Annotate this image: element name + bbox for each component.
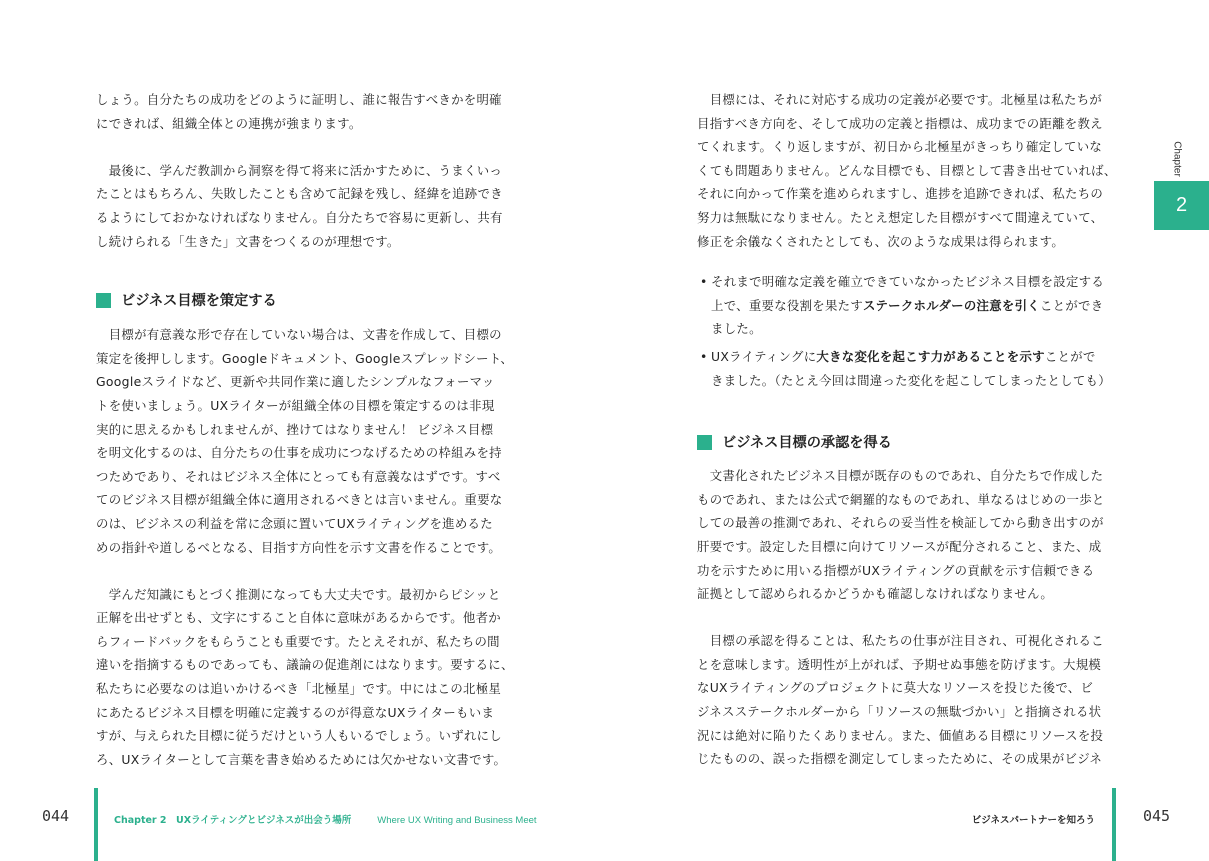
text-line: Googleスライドなど、更新や共同作業に適したシンプルなフォーマッ bbox=[96, 374, 495, 390]
text-line: 目標の承認を得ることは、私たちの仕事が注目され、可視化されるこ bbox=[697, 633, 1104, 649]
paragraph bbox=[96, 159, 524, 253]
text-line: のは、ビジネスの利益を常に念頭に置いてUXライティングを進めるた bbox=[96, 515, 493, 531]
text-line: 努力は無駄になりません。たとえ想定した目標がすべて間違えていて、 bbox=[697, 209, 1104, 225]
text-line: にできれば、組織全体との連携が強まります。 bbox=[96, 115, 362, 131]
chapter-tab-text: Chapter bbox=[1171, 141, 1183, 177]
text-line: トを使いましょう。UXライターが組織全体の目標を策定するのは非現 bbox=[96, 397, 495, 413]
section-heading bbox=[96, 288, 524, 312]
text-line: にあたるビジネス目標を明確に定義するのが得意なUXライターもいま bbox=[96, 704, 495, 720]
text-line: 況には絶対に陥りたくありません。また、価値ある目標にリソースを投 bbox=[697, 727, 1104, 743]
text-line: を明文化するのは、自分たちの仕事を成功につなげるための枠組みを持 bbox=[96, 445, 502, 461]
text-line: すが、与えられた目標に従うだけという人もいるでしょう。いずれにし bbox=[96, 728, 502, 744]
section-heading-text: ビジネス目標の承認を得る bbox=[722, 435, 892, 452]
paragraph bbox=[697, 464, 1122, 606]
text-line: てくれます。くり返しますが、初日から北極星がきっちり確定していな bbox=[697, 139, 1103, 155]
bullet-list bbox=[697, 270, 1122, 392]
footer-divider bbox=[1112, 788, 1116, 861]
bullet-text: きました。（たとえ今回は間違った変化を起こしてしまったとしても） bbox=[711, 372, 1111, 388]
text-line: しての最善の推測であれ、それらの妥当性を検証してから動き出すのが bbox=[697, 515, 1104, 531]
text-line: とを意味します。透明性が上がれば、予期せぬ事態を防げます。大規模 bbox=[697, 656, 1102, 672]
section-heading-text: ビジネス目標を策定する bbox=[121, 293, 277, 310]
bullet-text: ました。 bbox=[711, 321, 762, 337]
text-line: 実的に思えるかもしれませんが、挫けてはなりません！ ビジネス目標 bbox=[96, 421, 494, 437]
text-line: つためであり、それはビジネス全体にとっても有意義なはずです。すべ bbox=[96, 468, 501, 484]
text-line: めの指針や道しるべとなる、目指す方向性を示す文書を作ることです。 bbox=[96, 539, 502, 555]
text-line: ろ、UXライターとして言葉を書き始めるためには欠かせない文書です。 bbox=[96, 751, 507, 767]
chapter-tab-label bbox=[1164, 140, 1190, 178]
text-line: 文書化されたビジネス目標が既存のものであれ、自分たちで作成した bbox=[697, 468, 1104, 484]
text-line: じたものの、誤った指標を測定してしまったために、その成果がビジネ bbox=[697, 751, 1103, 767]
paragraph bbox=[697, 88, 1122, 253]
list-item bbox=[697, 270, 1122, 341]
text-line: 最後に、学んだ教訓から洞察を得て将来に活かすために、うまくいっ bbox=[96, 162, 503, 178]
text-line: たことはもちろん、失敗したことも含めて記録を残し、経緯を追跡でき bbox=[96, 186, 503, 202]
footer-divider bbox=[94, 788, 98, 861]
page-number-left: 044 bbox=[42, 807, 70, 825]
paragraph bbox=[96, 88, 524, 135]
chapter-tab-number: 2 bbox=[1154, 181, 1209, 230]
text-line: るようにしておかなければなりません。自分たちで容易に更新し、共有 bbox=[96, 209, 503, 225]
page-number-right: 045 bbox=[1143, 807, 1171, 825]
heading-marker-icon bbox=[96, 293, 111, 308]
text-line: 目標には、それに対応する成功の定義が必要です。北極星は私たちが bbox=[697, 92, 1103, 107]
heading-marker-icon bbox=[697, 435, 712, 450]
text-line: しょう。自分たちの成功をどのように証明し、誰に報告すべきかを明確 bbox=[96, 92, 502, 107]
text-line: し続けられる「生きた」文書をつくるのが理想です。 bbox=[96, 233, 400, 249]
bullet-text: それまで明確な定義を確立できていなかったビジネス目標を設定する bbox=[711, 274, 1105, 290]
paragraph bbox=[96, 323, 524, 559]
text-line: 修正を余儀なくされたとしても、次のような成果は得られます。 bbox=[697, 233, 1065, 249]
text-line: ジネスステークホルダーから「リソースの無駄づかい」と指摘される状 bbox=[697, 704, 1102, 720]
footer-chapter-jp: Chapter 2 UXライティングとビジネスが出会う場所 bbox=[114, 815, 352, 826]
text-line: 学んだ知識にもとづく推測になっても大丈夫です。最初からピシッと bbox=[96, 586, 501, 602]
text-line: 正解を出せずとも、文字にすること自体に意味があるからです。他者か bbox=[96, 610, 501, 626]
text-line: なUXライティングのプロジェクトに莫大なリソースを投じた後で、ビ bbox=[697, 680, 1094, 696]
bold-text: ステークホルダーの注意を引く bbox=[863, 297, 1040, 313]
text-line: ものであれ、または公式で網羅的なものであれ、単なるはじめの一歩と bbox=[697, 491, 1105, 507]
text-line: 証拠として認められるかどうかも確認しなければなりません。 bbox=[697, 586, 1054, 602]
text-line: てのビジネス目標が組織全体に適用されるべきとは言いません。重要な bbox=[96, 492, 503, 508]
text-line: 策定を後押しします。Googleドキュメント、Googleスプレッドシート、 bbox=[96, 350, 514, 366]
text-line: 肝要です。設定した目標に向けてリソースが配分されること、また、成 bbox=[697, 538, 1102, 554]
text-line: それに向かって作業を進められますし、進捗を追跡できれば、私たちの bbox=[697, 186, 1104, 202]
right-page-body bbox=[697, 88, 1122, 771]
text-line: くても問題ありません。どんな目標でも、目標として書き出せていれば、 bbox=[697, 162, 1117, 178]
text-line: らフィードバックをもらうことも重要です。たとえそれが、私たちの間 bbox=[96, 633, 500, 649]
bullet-icon: • bbox=[700, 348, 708, 364]
text-line: 私たちに必要なのは追いかけるべき「北極星」です。中にはこの北極星 bbox=[96, 681, 502, 697]
left-page-body bbox=[96, 88, 524, 771]
text-line: 目指すべき方向を、そして成功の定義と指標は、成功までの距離を教え bbox=[697, 115, 1103, 131]
text-line: 違いを指摘するものであっても、議論の促進剤にはなります。要するに、 bbox=[96, 657, 514, 673]
section-heading bbox=[697, 430, 1122, 454]
footer-chapter-en: Where UX Writing and Business Meet bbox=[377, 815, 537, 826]
bullet-text: 上で、重要な役割を果たすステークホルダーの注意を引くことができ bbox=[711, 297, 1104, 313]
text-line: 功を示すために用いる指標がUXライティングの貢献を示す信頼できる bbox=[697, 562, 1095, 578]
paragraph bbox=[96, 583, 524, 772]
footer-chapter bbox=[114, 812, 537, 826]
bullet-icon: • bbox=[700, 274, 708, 290]
text-line: 目標が有意義な形で存在していない場合は、文書を作成して、目標の bbox=[96, 327, 502, 343]
bold-text: 大きな変化を起こす力があることを示す bbox=[816, 348, 1045, 364]
bullet-text: UXライティングに大きな変化を起こす力があることを示すことがで bbox=[711, 348, 1096, 364]
paragraph bbox=[697, 629, 1122, 771]
list-item bbox=[697, 345, 1122, 392]
footer-section: ビジネスパートナーを知ろう bbox=[971, 815, 1095, 826]
